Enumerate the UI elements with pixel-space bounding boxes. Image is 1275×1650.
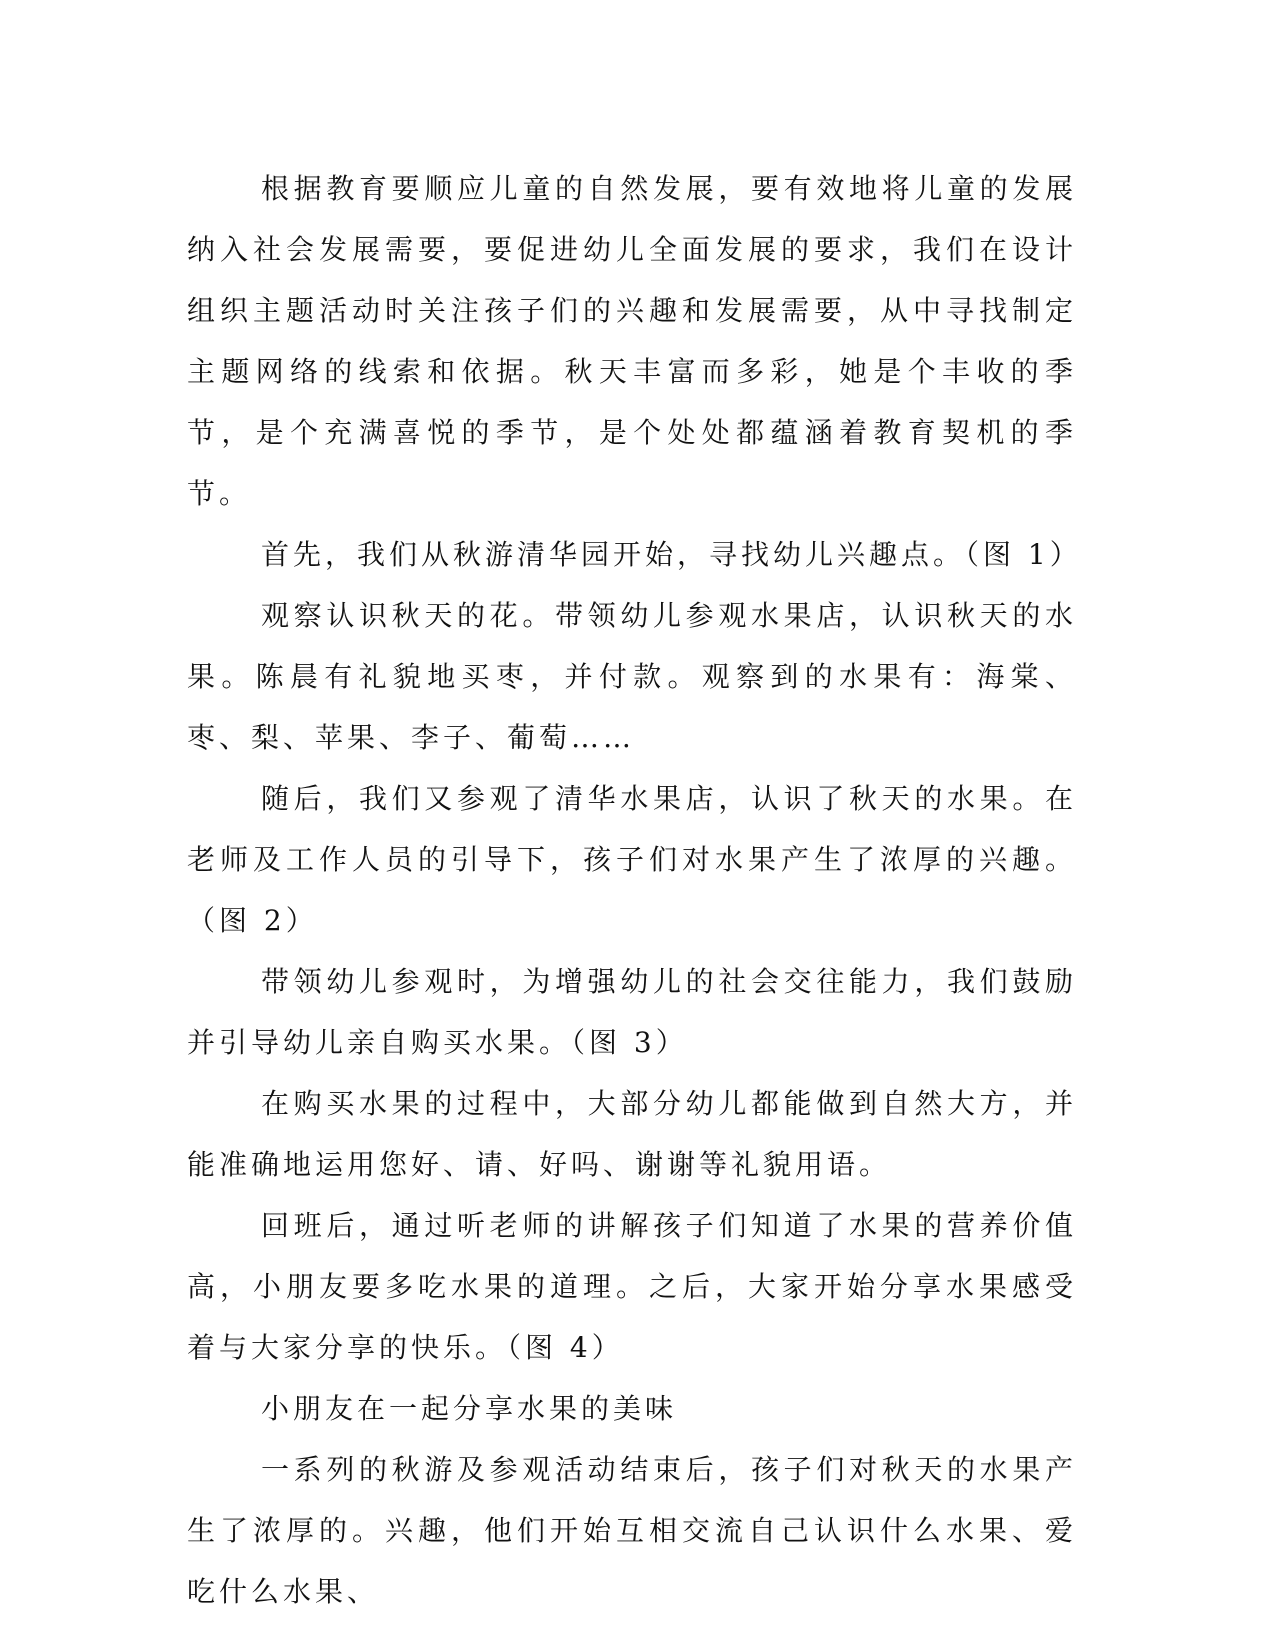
document-body xyxy=(187,158,1082,1622)
paragraph: 回班后，通过听老师的讲解孩子们知道了水果的营养价值高，小朋友要多吃水果的道理。之后，大家开始分享水果感受着与大家分享的快乐。（图 4） xyxy=(187,1209,1077,1364)
paragraph: 一系列的秋游及参观活动结束后，孩子们对秋天的水果产生了浓厚的。兴趣，他们开始互相交流自己认识什么水果、爱吃什么水果、 xyxy=(187,1453,1077,1608)
paragraph: 首先，我们从秋游清华园开始，寻找幼儿兴趣点。（图 1） xyxy=(261,538,1082,571)
paragraph: 在购买水果的过程中，大部分幼儿都能做到自然大方，并能准确地运用您好、请、好吗、谢谢等礼貌用语。 xyxy=(187,1087,1077,1181)
paragraph: 根据教育要顺应儿童的自然发展，要有效地将儿童的发展纳入社会发展需要，要促进幼儿全面发展的要求，我们在设计组织主题活动时关注孩子们的兴趣和发展需要，从中寻找制定主题网络的线索和依据。秋天丰富而多彩，她是个丰收的季节，是个充满喜悦的季节，是个处处都蕴涵着教育契机的季节。 xyxy=(187,172,1077,510)
paragraph: 观察认识秋天的花。带领幼儿参观水果店，认识秋天的水果。陈晨有礼貌地买枣，并付款。观察到的水果有：海棠、枣、梨、苹果、李子、葡萄…… xyxy=(187,599,1077,754)
paragraph: 带领幼儿参观时，为增强幼儿的社会交往能力，我们鼓励并引导幼儿亲自购买水果。（图 3） xyxy=(187,965,1077,1059)
paragraph: 随后，我们又参观了清华水果店，认识了秋天的水果。在老师及工作人员的引导下，孩子们对水果产生了浓厚的兴趣。（图 2） xyxy=(187,782,1077,937)
paragraph: 小朋友在一起分享水果的美味 xyxy=(261,1392,678,1425)
